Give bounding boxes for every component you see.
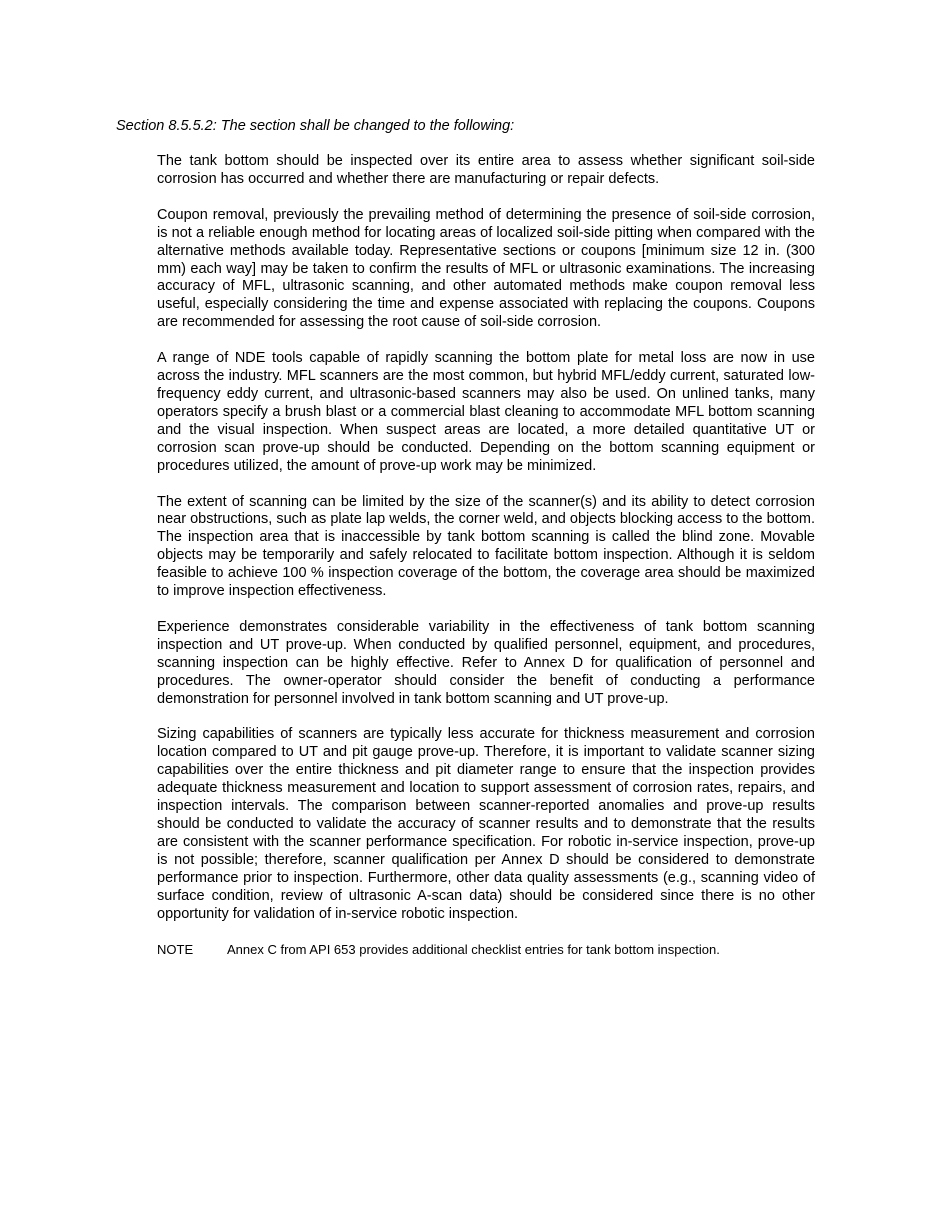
paragraph-scanning-extent: The extent of scanning can be limited by the size of the scanner(s) and its ability to detect corrosion near obstructions, such as plate lap welds, the corner weld, and objects blocking access to the bottom. The inspection area that is inaccessible by tank bottom scanning is called the blind zone. Movable objects may be temporarily and safely relocated to facilitate bottom inspection. Although it is seldom feasible to achieve 100 % inspection coverage of the bottom, the coverage area should be maximized to improve inspection effectiveness. — [157, 493, 815, 600]
paragraph-inspection-scope: The tank bottom should be inspected over its entire area to assess whether significant soil-side corrosion has occurred and whether there are manufacturing or repair defects. — [157, 153, 815, 187]
section-heading: Section 8.5.5.2: The section shall be changed to the following: — [116, 118, 515, 134]
section-body — [157, 153, 815, 958]
note — [157, 941, 815, 958]
paragraph-coupon-removal: Coupon removal, previously the prevailing method of determining the presence of soil-side corrosion, is not a reliable enough method for locating areas of localized soil-side pitting when compared with the alternative methods available today. Representative sections or coupons [minimum size 12 in. (300 mm) each way] may be taken to confirm the results of MFL or ultrasonic examinations. The increasing accuracy of MFL, ultrasonic scanning, and other automated methods make coupon removal less useful, especially considering the time and expense associated with replacing the coupons. Coupons are recommended for assessing the root cause of soil-side corrosion. — [157, 206, 815, 331]
note-label: NOTE — [157, 942, 194, 958]
paragraph-nde-tools: A range of NDE tools capable of rapidly scanning the bottom plate for metal loss are now in use across the industry. MFL scanners are the most common, but hybrid MFL/eddy current, saturated low-frequency eddy current, and ultrasonic-based scanners may also be used. On unlined tanks, many operators specify a brush blast or a commercial blast cleaning to accommodate MFL bottom scanning and the visual inspection. When suspect areas are located, a more detailed quantitative UT or corrosion scan prove-up should be conducted. Depending on the bottom scanning equipment or procedures utilized, the amount of prove-up work may be minimized. — [157, 350, 815, 474]
note-text: Annex C from API 653 provides additional checklist entries for tank bottom inspection. — [227, 942, 720, 958]
paragraph-sizing-capabilities: Sizing capabilities of scanners are typically less accurate for thickness measurement and corrosion location compared to UT and pit gauge prove-up. Therefore, it is important to validate scanner sizing capabilities over the entire thickness and pit diameter range to ensure that the inspection provides adequate thickness measurement and location to support assessment of corrosion rates, repairs, and inspection intervals. The comparison between scanner-reported anomalies and prove-up results should be conducted to validate the accuracy of scanner results and to demonstrate that the results are consistent with the scanner performance specification. For robotic in-service inspection, prove-up is not possible; therefore, scanner qualification per Annex D should be considered to demonstrate performance prior to inspection. Furthermore, other data quality assessments (e.g., scanning video of surface condition, review of ultrasonic A-scan data) should be considered since there is no other opportunity for validation of in-service robotic inspection. — [157, 726, 815, 922]
paragraph-effectiveness: Experience demonstrates considerable variability in the effectiveness of tank bottom scanning inspection and UT prove-up. When conducted by qualified personnel, equipment, and procedures, scanning inspection can be highly effective. Refer to Annex D for qualification of personnel and procedures. The owner-operator should consider the benefit of conducting a performance demonstration for personnel involved in tank bottom scanning and UT prove-up. — [157, 618, 815, 707]
